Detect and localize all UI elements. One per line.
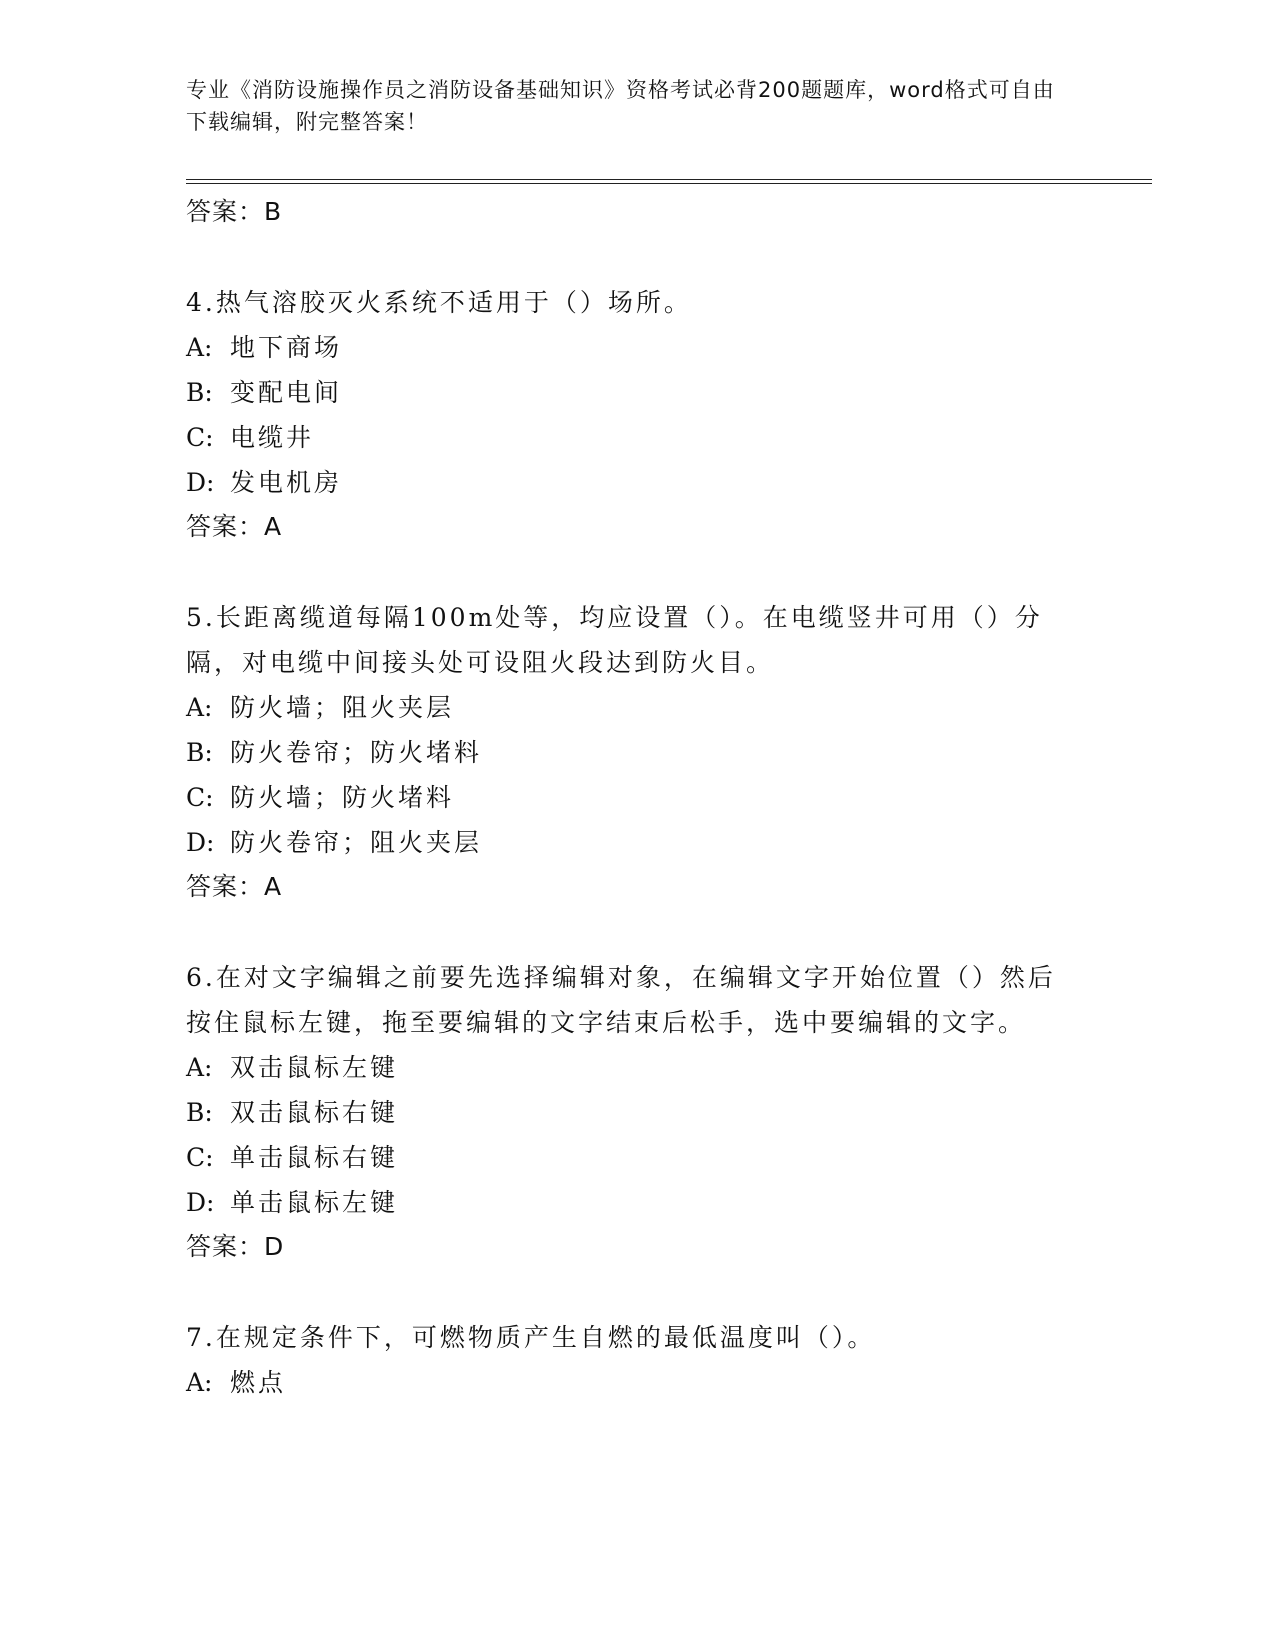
answer-line: 答案：D [186, 1232, 285, 1261]
question-stem: 4.热气溶胶灭火系统不适用于（）场所。 [186, 288, 692, 317]
question-block [186, 1315, 1066, 1405]
option-label: A: [186, 1053, 213, 1082]
option-label: B: [186, 378, 213, 407]
option-text: 防火卷帘；阻火夹层 [230, 828, 483, 857]
option-row [186, 325, 1066, 370]
option-label: D: [186, 1188, 215, 1217]
header-divider-top [186, 179, 1152, 180]
option-label: B: [186, 1098, 213, 1127]
option-label: A: [186, 693, 213, 722]
option-text: 防火墙；阻火夹层 [230, 693, 455, 722]
option-text: 电缆井 [230, 423, 315, 452]
header-divider-bottom [186, 183, 1152, 184]
question-list [186, 190, 1066, 1405]
answer-line: 答案：A [186, 872, 283, 901]
option-row [186, 1135, 1066, 1180]
option-label: B: [186, 738, 213, 767]
option-label: A: [186, 333, 213, 362]
question-stem: 7.在规定条件下，可燃物质产生自燃的最低温度叫（）。 [186, 1323, 876, 1352]
option-row [186, 1090, 1066, 1135]
answer-line: 答案：A [186, 512, 283, 541]
option-label: A: [186, 1368, 213, 1397]
option-row [186, 1360, 1066, 1405]
option-text: 双击鼠标左键 [230, 1053, 399, 1082]
document-header: 专业《消防设施操作员之消防设备基础知识》资格考试必背200题题库，word格式可自由下载编辑，附完整答案！ [186, 78, 1055, 134]
option-text: 双击鼠标右键 [230, 1098, 399, 1127]
option-row [186, 460, 1066, 505]
option-label: C: [186, 1143, 214, 1172]
option-text: 燃点 [230, 1368, 287, 1397]
previous-answer: 答案：B [186, 197, 283, 226]
question-spacer [186, 1269, 1066, 1315]
option-row [186, 415, 1066, 460]
option-row [186, 685, 1066, 730]
question-stem: 6.在对文字编辑之前要先选择编辑对象，在编辑文字开始位置（）然后按住鼠标左键，拖至要编辑的文字结束后松手，选中要编辑的文字。 [186, 963, 1056, 1037]
option-row [186, 775, 1066, 820]
question-block [186, 595, 1066, 909]
option-label: C: [186, 423, 214, 452]
question-spacer [186, 909, 1066, 955]
option-row [186, 370, 1066, 415]
option-text: 变配电间 [230, 378, 343, 407]
option-label: C: [186, 783, 214, 812]
option-row [186, 1045, 1066, 1090]
question-block [186, 955, 1066, 1269]
question-spacer [186, 234, 1066, 280]
option-text: 单击鼠标左键 [230, 1188, 399, 1217]
option-text: 防火卷帘；防火堵料 [230, 738, 483, 767]
question-block [186, 280, 1066, 549]
option-text: 防火墙；防火堵料 [230, 783, 455, 812]
option-text: 地下商场 [230, 333, 343, 362]
option-row [186, 730, 1066, 775]
option-text: 发电机房 [230, 468, 343, 497]
option-label: D: [186, 828, 215, 857]
option-row [186, 1180, 1066, 1225]
option-row [186, 820, 1066, 865]
option-label: D: [186, 468, 215, 497]
option-text: 单击鼠标右键 [230, 1143, 399, 1172]
question-spacer [186, 549, 1066, 595]
question-stem: 5.长距离缆道每隔100m处等，均应设置（）。在电缆竖井可用（）分隔，对电缆中间接头处可设阻火段达到防火目。 [186, 603, 1043, 677]
